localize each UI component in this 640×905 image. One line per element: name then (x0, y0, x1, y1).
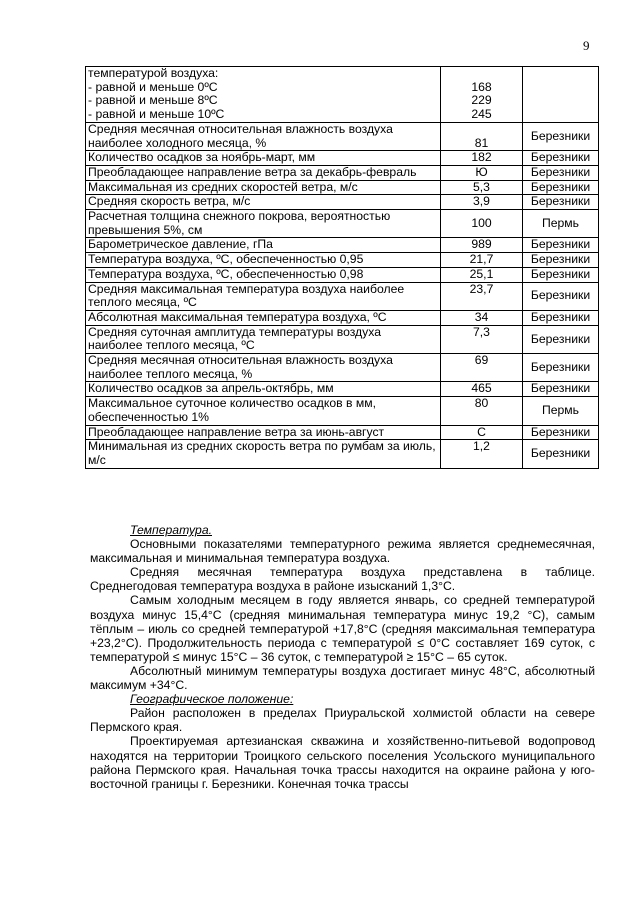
table-row (86, 122, 599, 150)
source-cell: Березники (523, 267, 599, 282)
value-cell: С (441, 425, 523, 440)
source-cell: Березники (523, 425, 599, 440)
paragraph: Основными показателями температурного режима является среднемесячная, максимальная и минимальная температура воздуха. (90, 537, 595, 566)
value-cell: 80 (441, 397, 523, 425)
value-cell: 100 (441, 210, 523, 238)
table-row (86, 425, 599, 440)
parameter-cell: Количество осадков за апрель-октябрь, мм (86, 382, 441, 397)
parameter-cell: Преобладающее направление ветра за июнь-август (86, 425, 441, 440)
source-cell: Березники (523, 325, 599, 353)
climate-table (85, 66, 599, 469)
parameter-sublabel: - равной и меньше 8ºС (88, 93, 218, 108)
value-cell (441, 67, 523, 123)
source-cell: Березники (523, 310, 599, 325)
section-heading-geography: Географическое положение: (130, 692, 294, 707)
parameter-cell: Средняя скорость ветра, м/с (86, 195, 441, 210)
value-cell: 7,3 (441, 325, 523, 353)
value-cell: 69 (441, 354, 523, 382)
source-cell (523, 67, 599, 123)
table-row (86, 397, 599, 425)
parameter-cell: Средняя максимальная температура воздуха наиболее теплого месяца, ºС (86, 282, 441, 310)
source-cell: Березники (523, 253, 599, 268)
parameter-cell: Абсолютная максимальная температура воздуха, ºС (86, 310, 441, 325)
table-row (86, 354, 599, 382)
parameter-cell: Средняя месячная относительная влажность воздуха наиболее холодного месяца, % (86, 122, 441, 150)
parameter-cell: Температура воздуха, ºС, обеспеченностью 0,95 (86, 253, 441, 268)
parameter-cell (86, 67, 441, 123)
parameter-sublabel: - равной и меньше 0ºС (88, 79, 218, 94)
value-cell: Ю (441, 165, 523, 180)
value-cell: 81 (441, 122, 523, 150)
source-cell: Пермь (523, 397, 599, 425)
parameter-cell: Средняя суточная амплитуда температуры воздуха наиболее теплого месяца, ºС (86, 325, 441, 353)
table-row (86, 210, 599, 238)
value-cell: 34 (441, 310, 523, 325)
table-row (86, 195, 599, 210)
source-cell: Березники (523, 180, 599, 195)
table-row (86, 382, 599, 397)
source-cell: Березники (523, 238, 599, 253)
source-cell: Пермь (523, 210, 599, 238)
parameter-label: температурой воздуха: (88, 66, 219, 80)
table-row (86, 267, 599, 282)
table-row (86, 440, 599, 468)
body-text (90, 523, 595, 791)
table-row (86, 253, 599, 268)
parameter-sublabel: - равной и меньше 10ºС (88, 107, 225, 122)
value-cell: 3,9 (441, 195, 523, 210)
source-cell: Березники (523, 440, 599, 468)
value-cell: 1,2 (441, 440, 523, 468)
table-row (86, 151, 599, 166)
source-cell: Березники (523, 165, 599, 180)
value-cell: 182 (441, 151, 523, 166)
value-cell: 25,1 (441, 267, 523, 282)
paragraph: Район расположен в пределах Приуральской холмистой области на севере Пермского края. (90, 706, 595, 735)
parameter-cell: Минимальная из средних скорость ветра по румбам за июль, м/с (86, 440, 441, 468)
value-text: 168 (471, 79, 492, 94)
source-cell: Березники (523, 151, 599, 166)
source-cell: Березники (523, 282, 599, 310)
parameter-cell: Максимальная из средних скоростей ветра, м/с (86, 180, 441, 195)
table-row (86, 310, 599, 325)
value-cell: 465 (441, 382, 523, 397)
value-cell: 21,7 (441, 253, 523, 268)
value-text: 229 (471, 93, 492, 108)
source-cell: Березники (523, 354, 599, 382)
paragraph: Самым холодным месяцем в году является январь, со средней температурой воздуха минус 15,4°С (средняя минимальная температура минус 19,2 °С), самым тёплым – июль со средней температурой +17,8°С (средняя максимальная температура +23,2°С). Продолжительность периода с температурой ≤ 0°С составляет 169 суток, с температурой ≤ минус 15°С – 36 суток, с температурой ≥ 15°С – 65 суток. (90, 593, 595, 664)
parameter-cell: Максимальное суточное количество осадков в мм, обеспеченностью 1% (86, 397, 441, 425)
value-cell: 23,7 (441, 282, 523, 310)
parameter-cell: Средняя месячная относительная влажность воздуха наиболее теплого месяца, % (86, 354, 441, 382)
table-row (86, 165, 599, 180)
parameter-cell: Температура воздуха, ºС, обеспеченностью 0,98 (86, 267, 441, 282)
table-row (86, 67, 599, 123)
value-text: 245 (471, 107, 492, 122)
page-number: 9 (583, 38, 590, 53)
table-row (86, 325, 599, 353)
parameter-cell: Преобладающее направление ветра за декабрь-февраль (86, 165, 441, 180)
parameter-cell: Барометрическое давление, гПа (86, 238, 441, 253)
source-cell: Березники (523, 122, 599, 150)
paragraph: Абсолютный минимум температуры воздуха достигает минус 48°С, абсолютный максимум +34°С. (90, 663, 595, 693)
parameter-cell: Количество осадков за ноябрь-март, мм (86, 151, 441, 166)
table-row (86, 238, 599, 253)
value-cell: 989 (441, 238, 523, 253)
value-cell: 5,3 (441, 180, 523, 195)
paragraph: Проектируемая артезианская скважина и хозяйственно-питьевой водопровод находятся на территории Троицкого сельского поселения Усольского муниципального района Пермского края. Начальная точка трассы находится на окраине района у юго-восточной границы г. Березники. Конечная точка трассы (90, 734, 595, 791)
paragraph: Средняя месячная температура воздуха представлена в таблице. Среднегодовая температура воздуха в районе изысканий 1,3°С. (90, 565, 595, 594)
source-cell: Березники (523, 382, 599, 397)
parameter-cell: Расчетная толщина снежного покрова, вероятностью превышения 5%, см (86, 210, 441, 238)
table-row (86, 180, 599, 195)
source-cell: Березники (523, 195, 599, 210)
section-heading-temperature: Температура. (130, 523, 212, 537)
table-row (86, 282, 599, 310)
